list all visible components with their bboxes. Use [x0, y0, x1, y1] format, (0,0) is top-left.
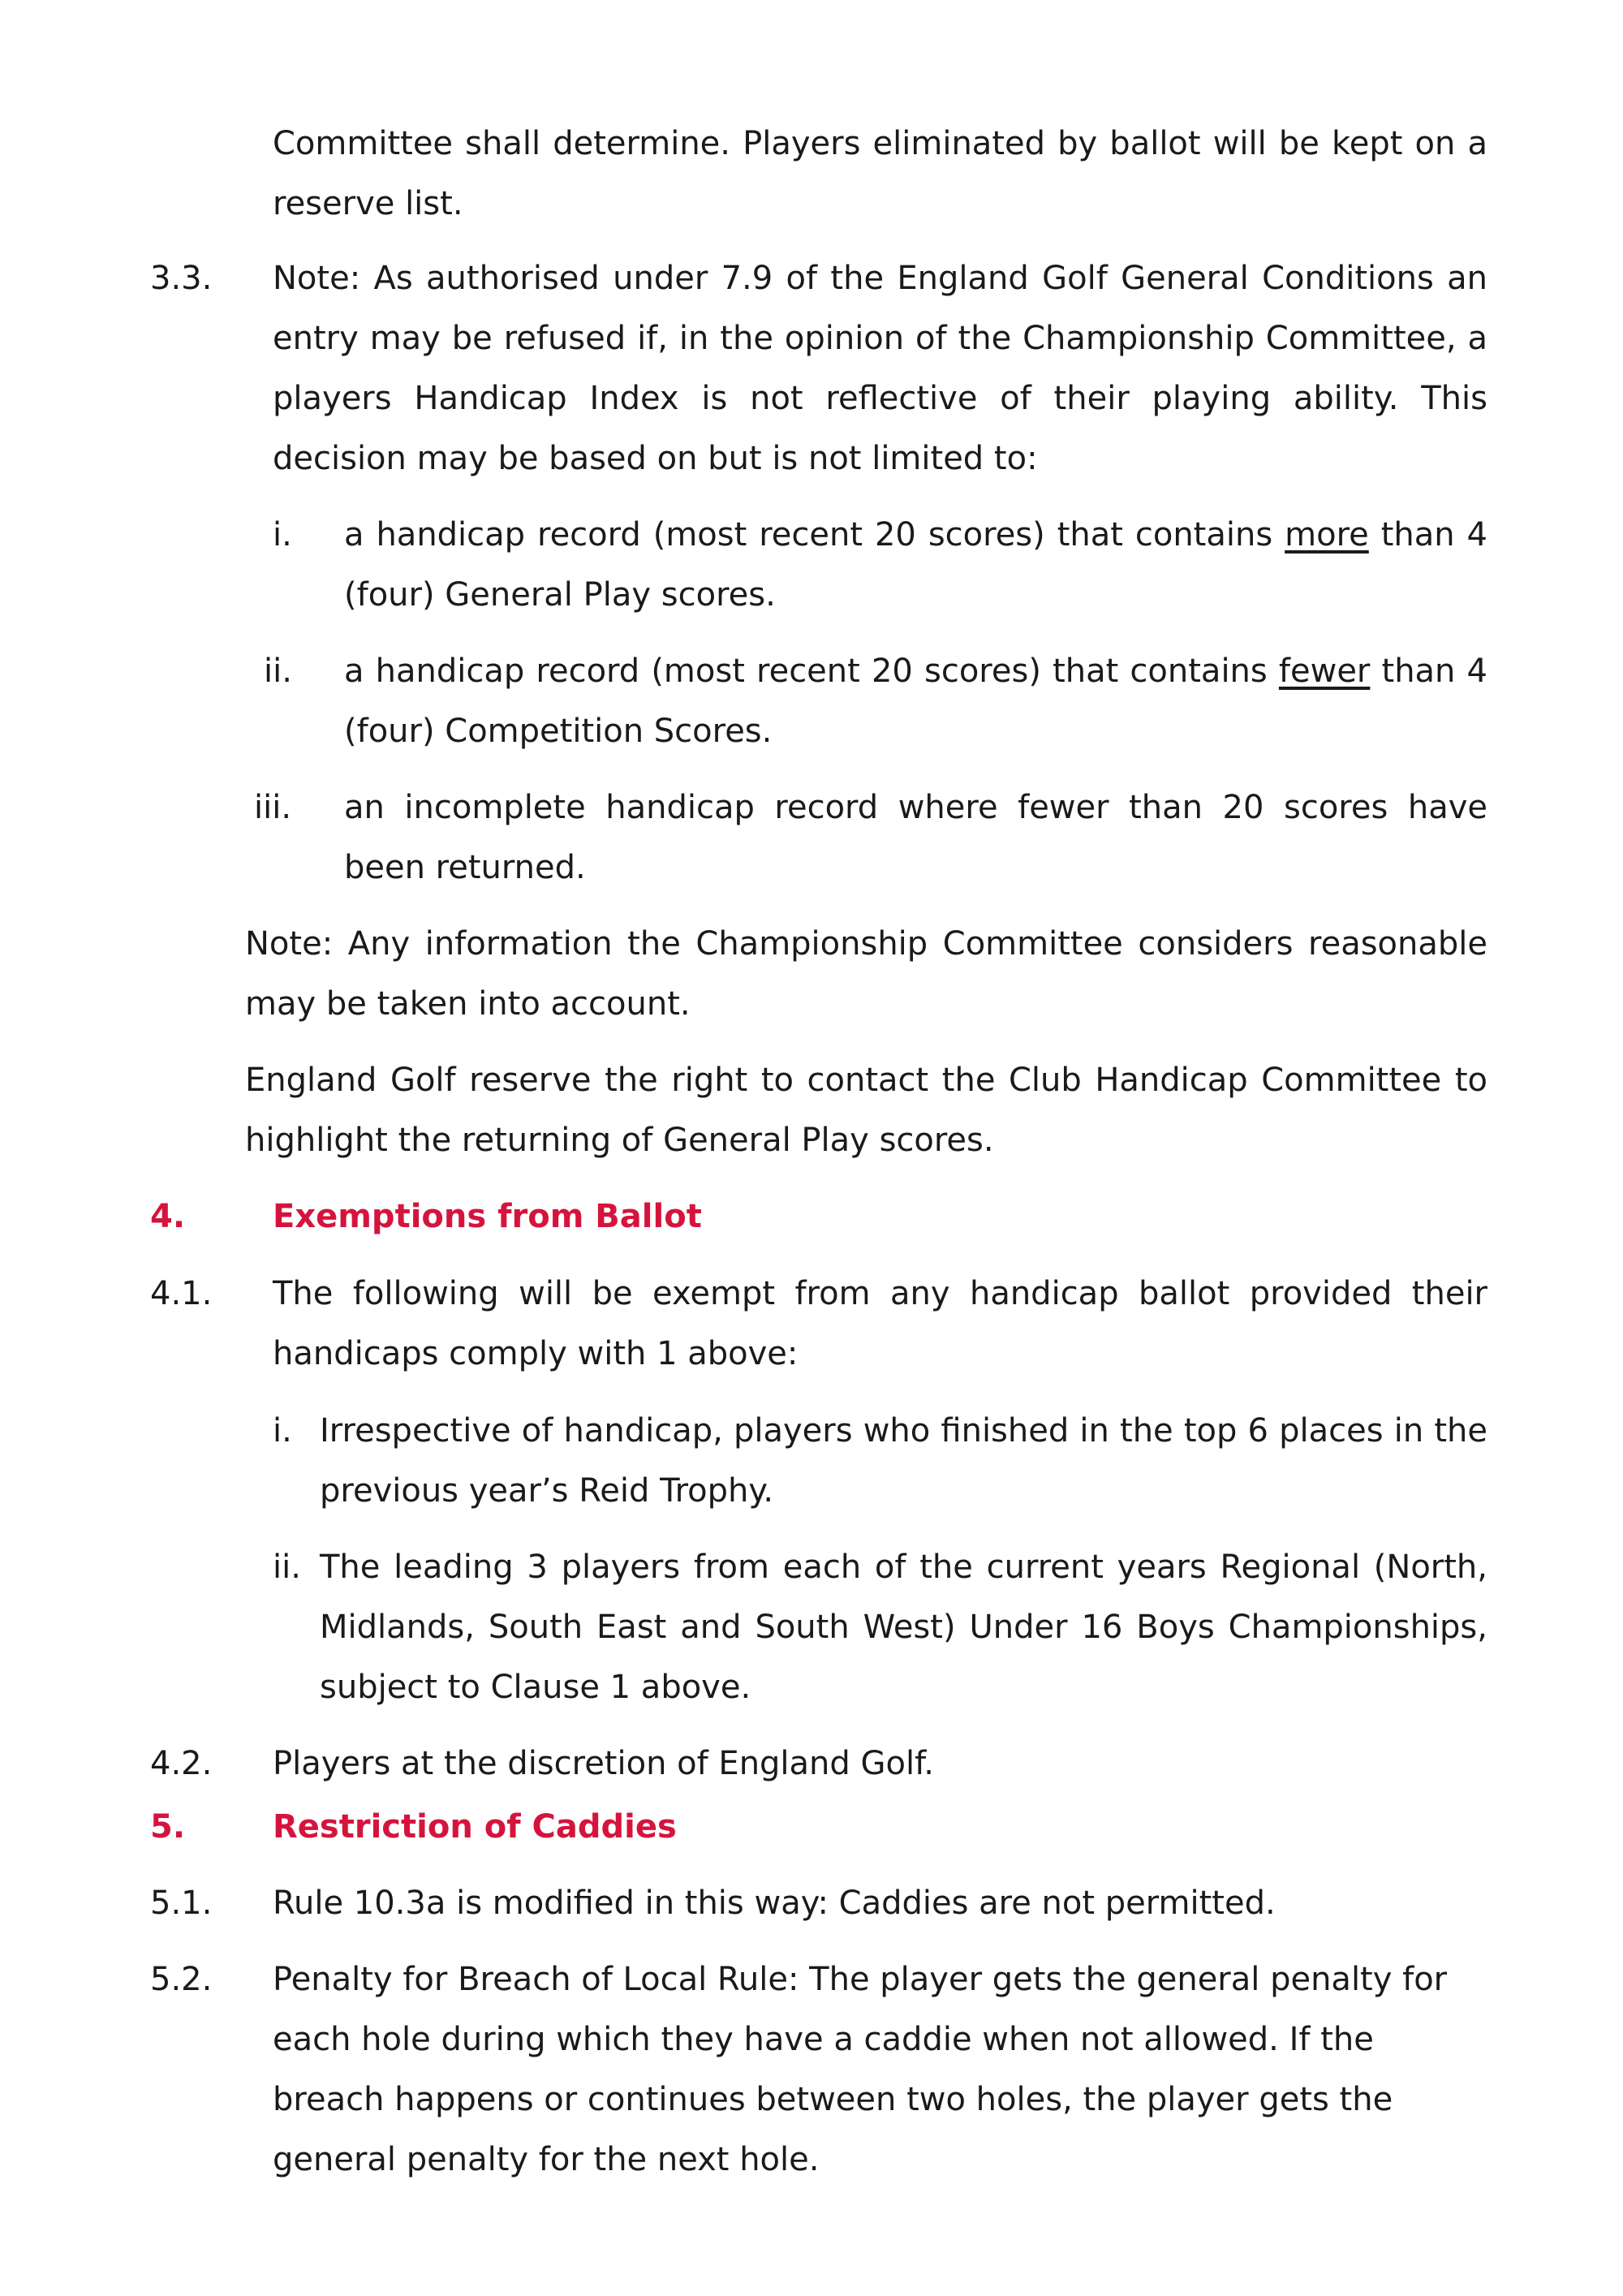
clause-number-5-2: 5.2.	[150, 1961, 213, 1998]
item-ii-text-end: than 4 (four) Competition Scores.	[344, 653, 1487, 750]
list-marker-iii: iii.	[254, 789, 292, 826]
clause-5-2-text: Penalty for Breach of Local Rule: The player gets the general penalty for each hole during which they have a caddie when not allowed. If the breach happens or continues between two holes, the player gets the general penalty for the next hole.	[273, 1961, 1448, 2178]
note-paragraph-1: Note: Any information the Championship Committee considers reasonable may be taken into account.	[245, 925, 1487, 1023]
clause-3-3-item-iii: an incomplete handicap record where fewer than 20 scores have been returned.	[344, 789, 1487, 886]
clause-3-3-item-i	[344, 505, 1487, 625]
section-5-number: 5.	[150, 1808, 186, 1846]
item-ii-text-start: a handicap record (most recent 20 scores) that contains	[344, 653, 1279, 690]
clause-number-4-2: 4.2.	[150, 1745, 213, 1782]
section-5-title: Restriction of Caddies	[273, 1808, 677, 1846]
list-marker-4-1-i: i.	[273, 1412, 292, 1450]
clause-number-5-1: 5.1.	[150, 1885, 213, 1922]
item-i-emphasis: more	[1285, 516, 1369, 554]
clause-3-3-item-ii	[344, 641, 1487, 761]
item-i-text-end: than 4 (four) General Play scores.	[344, 516, 1487, 614]
continuation-paragraph: Committee shall determine. Players eliminated by ballot will be kept on a reserve list.	[273, 125, 1487, 222]
clause-3-3-text: Note: As authorised under 7.9 of the England Golf General Conditions an entry may be refused if, in the opinion of the Championship Committee, a players Handicap Index is not reflective of their playing ability. This decision may be based on but is not limited to:	[273, 260, 1487, 477]
item-ii-emphasis: fewer	[1278, 653, 1371, 690]
clause-4-1-text: The following will be exempt from any handicap ballot provided their handicaps comply with 1 above:	[273, 1275, 1487, 1372]
clause-number-3-3: 3.3.	[150, 260, 213, 297]
list-marker-4-1-ii: ii.	[273, 1549, 301, 1586]
item-i-text-start: a handicap record (most recent 20 scores) that contains	[344, 516, 1285, 554]
section-4-number: 4.	[150, 1198, 186, 1235]
clause-5-1-text: Rule 10.3a is modified in this way: Caddies are not permitted.	[273, 1885, 1276, 1922]
clause-4-1-item-ii: The leading 3 players from each of the current years Regional (North, Midlands, South East and South West) Under 16 Boys Championships, subject to Clause 1 above.	[320, 1549, 1487, 1706]
section-4-title: Exemptions from Ballot	[273, 1198, 702, 1235]
clause-4-1-item-i: Irrespective of handicap, players who finished in the top 6 places in the previous year’s Reid Trophy.	[320, 1412, 1487, 1510]
list-marker-i: i.	[273, 516, 292, 554]
note-paragraph-2: England Golf reserve the right to contact the Club Handicap Committee to highlight the returning of General Play scores.	[245, 1062, 1487, 1159]
list-marker-ii: ii.	[264, 653, 292, 690]
clause-number-4-1: 4.1.	[150, 1275, 213, 1312]
clause-4-2-text: Players at the discretion of England Golf.	[273, 1745, 934, 1782]
